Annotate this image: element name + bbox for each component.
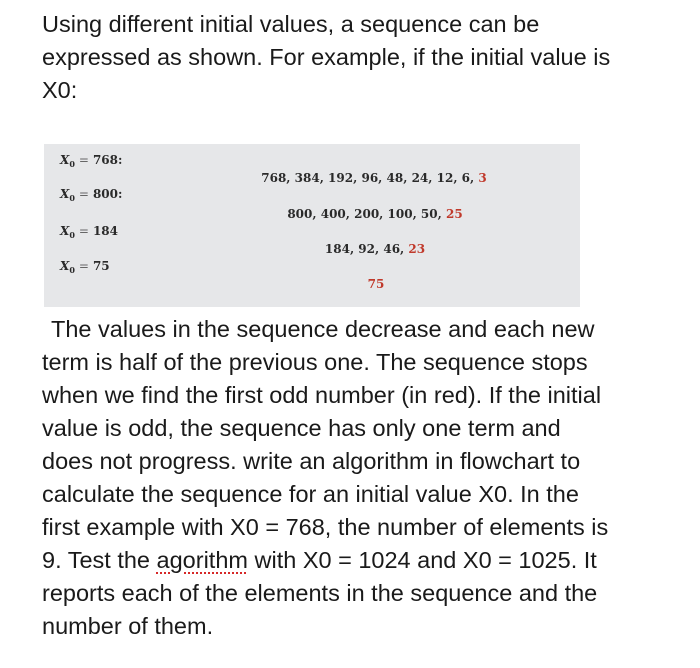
equation-value: 184 [92, 224, 119, 238]
body-line: does not progress. write an algorithm in flowchart to [42, 448, 581, 474]
sequence-even-terms: 800, 400, 200, 100, 50, [287, 207, 446, 221]
equation-variable: X [60, 224, 70, 238]
initial-value-equation [60, 224, 118, 238]
sequence-result [325, 242, 425, 256]
intro-line: Using different initial values, a sequence can be [42, 11, 540, 37]
body-line: first example with X0 = 768, the number of elements is [42, 514, 609, 540]
body-line: value is odd, the sequence has only one term and [42, 415, 561, 441]
sequence-odd-term: 75 [367, 277, 385, 291]
equation-operator: = [78, 259, 89, 273]
body-line [42, 544, 682, 577]
initial-value-equation [60, 259, 110, 273]
equation-subscript: 0 [69, 265, 75, 275]
sequence-even-terms: 768, 384, 192, 96, 48, 24, 12, 6, [261, 171, 479, 185]
equation-value: 768: [92, 153, 123, 167]
body-text-fragment: 9. Test the [42, 547, 157, 573]
equation-variable: X [60, 187, 70, 201]
sequence-even-terms: 184, 92, 46, [324, 242, 409, 256]
equation-value: 800: [92, 187, 123, 201]
initial-value-equation [60, 153, 122, 167]
sequence-result [287, 207, 462, 221]
sequence-example-figure [44, 144, 580, 307]
equation-operator: = [78, 153, 89, 167]
sequence-odd-term: 25 [445, 207, 463, 221]
misspelled-word[interactable]: agorithm [156, 547, 248, 573]
equation-subscript: 0 [69, 159, 75, 169]
body-line: when we find the first odd number (in red). If the initial [42, 382, 602, 408]
body-text-fragment: with X0 = 1024 and X0 = 1025. It [247, 547, 597, 573]
equation-variable: X [60, 259, 70, 273]
sequence-result [261, 171, 487, 185]
intro-paragraph [42, 8, 682, 107]
equation-subscript: 0 [69, 193, 75, 203]
body-line: term is half of the previous one. The sequence stops [42, 349, 588, 375]
body-line: calculate the sequence for an initial value X0. In the [42, 481, 579, 507]
equation-operator: = [78, 224, 89, 238]
initial-value-equation [60, 187, 122, 201]
problem-description [42, 313, 682, 643]
equation-variable: X [60, 153, 70, 167]
sequence-odd-term: 3 [478, 171, 487, 185]
equation-subscript: 0 [69, 230, 75, 240]
equation-operator: = [78, 187, 89, 201]
sequence-result [368, 277, 385, 291]
body-line: reports each of the elements in the sequence and the [42, 580, 598, 606]
intro-line: expressed as shown. For example, if the initial value is [42, 44, 611, 70]
intro-line: X0: [42, 77, 78, 103]
body-line: number of them. [42, 613, 214, 639]
sequence-odd-term: 23 [408, 242, 426, 256]
equation-value: 75 [92, 259, 110, 273]
body-line: The values in the sequence decrease and each new [51, 316, 595, 342]
